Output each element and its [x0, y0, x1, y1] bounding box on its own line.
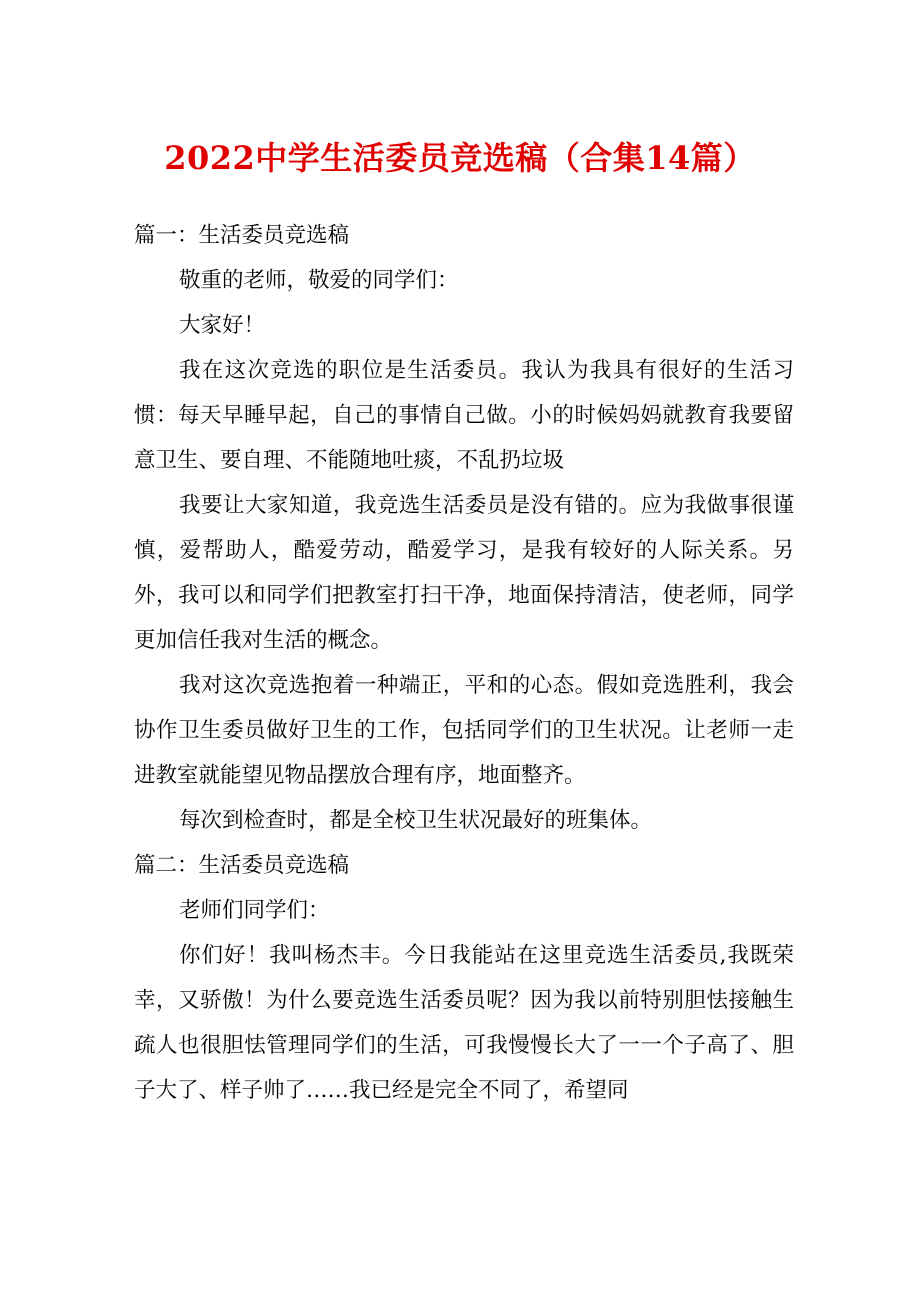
salutation: 老师们同学们： [179, 898, 330, 923]
body-paragraph: 你们好！我叫杨杰丰。今日我能站在这里竞选生活委员,我既荣幸，又骄傲！为什么要竞选生活委员呢？因为我以前特别胆怯接触生疏人也很胆怯管理同学们的生活，可我慢慢长大了一一个子高了、胆子大了、样子帅了……我已经是完全不同了，希望同 [134, 943, 794, 1103]
greeting: 大家好！ [179, 313, 266, 338]
body-paragraph: 每次到检查时，都是全校卫生状况最好的班集体。 [179, 808, 653, 833]
document-body [134, 213, 794, 1113]
body-paragraph: 我对这次竞选抱着一种端正，平和的心态。假如竞选胜利，我会协作卫生委员做好卫生的工作，包括同学们的卫生状况。让老师一走进教室就能望见物品摆放合理有序，地面整齐。 [134, 673, 794, 788]
document-title: 2022中学生活委员竞选稿（合集14篇） [164, 139, 756, 177]
body-paragraph: 我在这次竞选的职位是生活委员。我认为我具有很好的生活习惯：每天早睡早起，自己的事情自己做。小的时候妈妈就教育我要留意卫生、要自理、不能随地吐痰，不乱扔垃圾 [134, 358, 794, 473]
section-heading-1: 篇一：生活委员竞选稿 [134, 223, 350, 248]
body-paragraph: 我要让大家知道，我竞选生活委员是没有错的。应为我做事很谨慎，爱帮助人，酷爱劳动，酷爱学习，是我有较好的人际关系。另外，我可以和同学们把教室打扫干净，地面保持清洁，使老师，同学更加信任我对生活的概念。 [134, 493, 794, 653]
section-heading-2: 篇二：生活委员竞选稿 [134, 853, 350, 878]
salutation: 敬重的老师，敬爱的同学们： [179, 268, 459, 293]
